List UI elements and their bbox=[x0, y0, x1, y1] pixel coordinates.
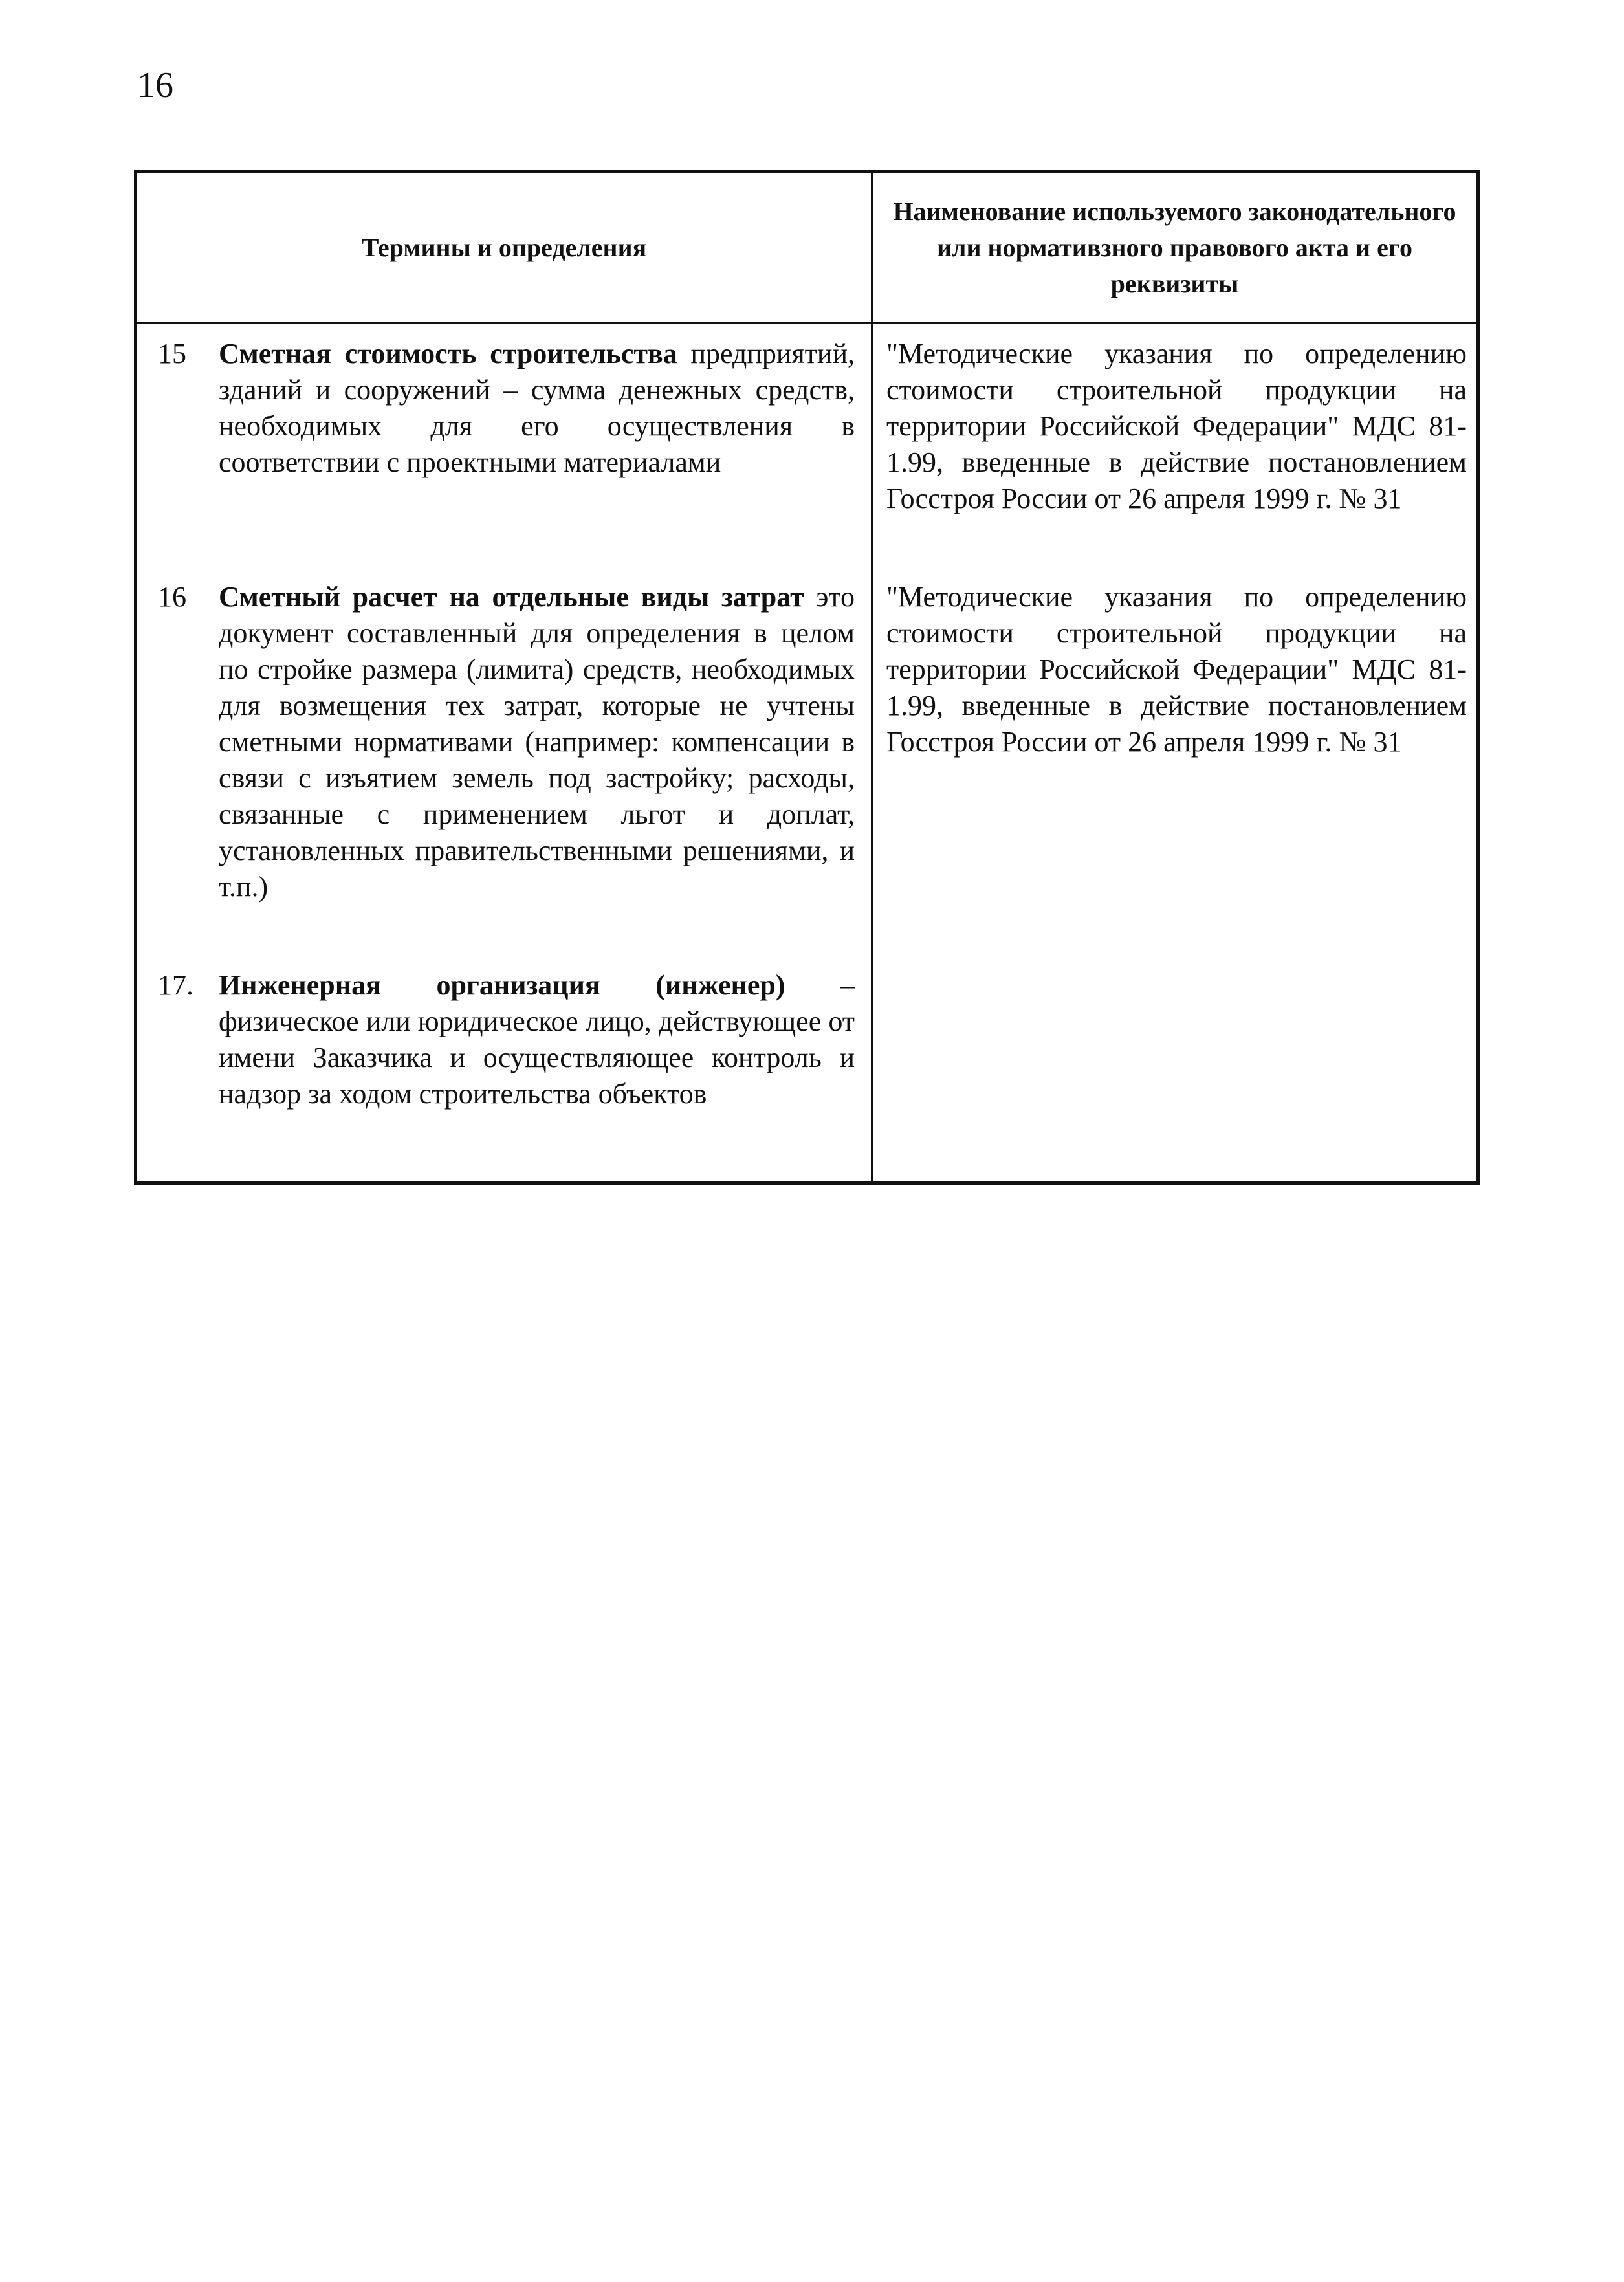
terms-column-header: Термины и определения bbox=[361, 232, 647, 262]
term-name: Сметная стоимость строительства bbox=[219, 338, 677, 369]
page-number: 16 bbox=[137, 65, 173, 105]
row-number: 15 bbox=[158, 338, 186, 369]
column-divider bbox=[871, 173, 873, 1181]
source-cell: "Методические указания по определению стоимости строительной продукции на территории Российской Федерации" МДС 81-1.99, введенные в действие постановлением Госстроя России от 26 апреля 1999 г. № 31 bbox=[886, 338, 1467, 514]
term-name: Инженерная организация (инженер) bbox=[219, 969, 785, 1001]
row-number: 17. bbox=[158, 969, 193, 1001]
term-definition: – физическое или юридическое лицо, действующее от имени Заказчика и осуществляющее контроль и надзор за ходом строительства объектов bbox=[219, 969, 855, 1110]
term-definition: предприятий, зданий и сооружений – сумма денежных средств, необходимых для его осуществления в соответствии с проектными материалами bbox=[219, 338, 855, 478]
term-name: Сметный расчет на отдельные виды затрат bbox=[219, 581, 804, 613]
term-definition-cell bbox=[219, 336, 855, 481]
row-number: 16 bbox=[158, 581, 186, 613]
terms-table bbox=[134, 170, 1480, 1185]
source-column-header: Наименование используемого законодательного или нормативзного правового акта и его реквизиты bbox=[893, 196, 1456, 298]
source-cell: "Методические указания по определению стоимости строительной продукции на территории Российской Федерации" МДС 81-1.99, введенные в действие постановлением Госстроя России от 26 апреля 1999 г. № 31 bbox=[886, 581, 1467, 758]
term-definition-cell bbox=[219, 579, 855, 905]
header-divider bbox=[137, 322, 1476, 324]
term-definition-cell bbox=[219, 967, 855, 1112]
term-definition: это документ составленный для определения в целом по стройке размера (лимита) средств, необходимых для возмещения тех затрат, которые не учтены сметными нормативами (например: компенсации в связи с изъятием земель под застройку; расходы, связанные с применением льгот и доплат, установленных правительственными решениями, и т.п.) bbox=[219, 581, 855, 903]
